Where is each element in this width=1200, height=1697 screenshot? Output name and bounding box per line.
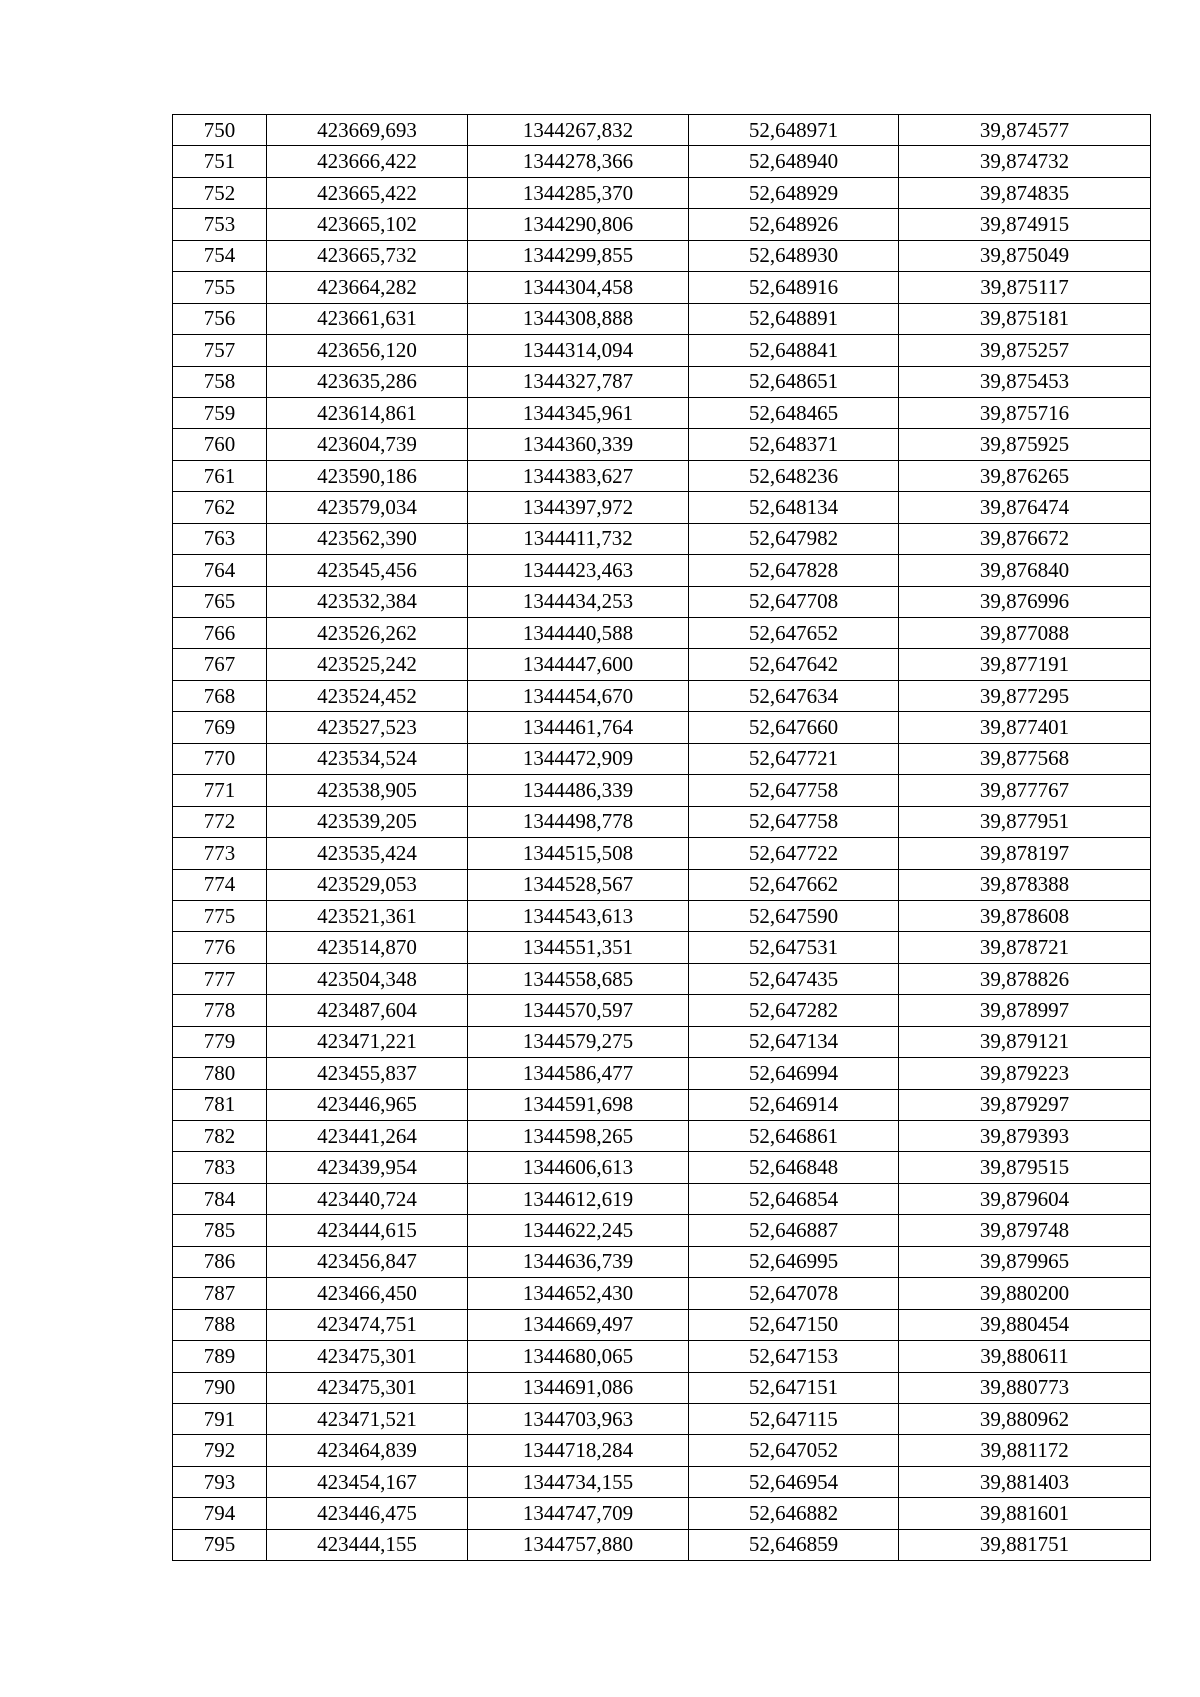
point-number-cell: 767 <box>173 649 267 680</box>
latitude-cell: 52,647708 <box>689 586 899 617</box>
table-row <box>173 335 1151 366</box>
latitude-cell: 52,647052 <box>689 1435 899 1466</box>
table-row <box>173 146 1151 177</box>
latitude-cell: 52,648971 <box>689 115 899 146</box>
x-coordinate-cell: 423529,053 <box>267 869 468 900</box>
y-coordinate-cell: 1344570,597 <box>468 995 689 1026</box>
table-row <box>173 460 1151 491</box>
latitude-cell: 52,646887 <box>689 1215 899 1246</box>
point-number-cell: 775 <box>173 900 267 931</box>
longitude-cell: 39,876474 <box>899 492 1151 523</box>
longitude-cell: 39,875716 <box>899 397 1151 428</box>
point-number-cell: 789 <box>173 1341 267 1372</box>
y-coordinate-cell: 1344423,463 <box>468 555 689 586</box>
x-coordinate-cell: 423665,102 <box>267 209 468 240</box>
x-coordinate-cell: 423534,524 <box>267 743 468 774</box>
y-coordinate-cell: 1344345,961 <box>468 397 689 428</box>
table-row <box>173 1278 1151 1309</box>
table-row <box>173 429 1151 460</box>
point-number-cell: 757 <box>173 335 267 366</box>
point-number-cell: 753 <box>173 209 267 240</box>
latitude-cell: 52,648134 <box>689 492 899 523</box>
x-coordinate-cell: 423455,837 <box>267 1058 468 1089</box>
latitude-cell: 52,647662 <box>689 869 899 900</box>
longitude-cell: 39,879748 <box>899 1215 1151 1246</box>
table-row <box>173 397 1151 428</box>
x-coordinate-cell: 423475,301 <box>267 1372 468 1403</box>
latitude-cell: 52,647828 <box>689 555 899 586</box>
latitude-cell: 52,648465 <box>689 397 899 428</box>
point-number-cell: 779 <box>173 1026 267 1057</box>
longitude-cell: 39,877401 <box>899 712 1151 743</box>
point-number-cell: 760 <box>173 429 267 460</box>
x-coordinate-cell: 423464,839 <box>267 1435 468 1466</box>
x-coordinate-cell: 423664,282 <box>267 272 468 303</box>
longitude-cell: 39,878197 <box>899 838 1151 869</box>
latitude-cell: 52,647660 <box>689 712 899 743</box>
table-row <box>173 806 1151 837</box>
x-coordinate-cell: 423590,186 <box>267 460 468 491</box>
latitude-cell: 52,646854 <box>689 1183 899 1214</box>
point-number-cell: 763 <box>173 523 267 554</box>
longitude-cell: 39,880611 <box>899 1341 1151 1372</box>
y-coordinate-cell: 1344515,508 <box>468 838 689 869</box>
y-coordinate-cell: 1344691,086 <box>468 1372 689 1403</box>
longitude-cell: 39,875925 <box>899 429 1151 460</box>
latitude-cell: 52,647642 <box>689 649 899 680</box>
latitude-cell: 52,646848 <box>689 1152 899 1183</box>
latitude-cell: 52,647634 <box>689 680 899 711</box>
point-number-cell: 793 <box>173 1466 267 1497</box>
longitude-cell: 39,879965 <box>899 1246 1151 1277</box>
x-coordinate-cell: 423614,861 <box>267 397 468 428</box>
longitude-cell: 39,874835 <box>899 177 1151 208</box>
table-row <box>173 555 1151 586</box>
point-number-cell: 788 <box>173 1309 267 1340</box>
latitude-cell: 52,648926 <box>689 209 899 240</box>
longitude-cell: 39,878388 <box>899 869 1151 900</box>
point-number-cell: 777 <box>173 963 267 994</box>
longitude-cell: 39,881601 <box>899 1498 1151 1529</box>
longitude-cell: 39,879515 <box>899 1152 1151 1183</box>
table-row <box>173 1026 1151 1057</box>
x-coordinate-cell: 423446,965 <box>267 1089 468 1120</box>
latitude-cell: 52,647435 <box>689 963 899 994</box>
latitude-cell: 52,648371 <box>689 429 899 460</box>
table-row <box>173 932 1151 963</box>
y-coordinate-cell: 1344304,458 <box>468 272 689 303</box>
latitude-cell: 52,647590 <box>689 900 899 931</box>
longitude-cell: 39,876840 <box>899 555 1151 586</box>
point-number-cell: 791 <box>173 1403 267 1434</box>
longitude-cell: 39,876672 <box>899 523 1151 554</box>
x-coordinate-cell: 423487,604 <box>267 995 468 1026</box>
x-coordinate-cell: 423532,384 <box>267 586 468 617</box>
y-coordinate-cell: 1344278,366 <box>468 146 689 177</box>
point-number-cell: 773 <box>173 838 267 869</box>
longitude-cell: 39,875257 <box>899 335 1151 366</box>
x-coordinate-cell: 423471,221 <box>267 1026 468 1057</box>
table-row <box>173 115 1151 146</box>
y-coordinate-cell: 1344383,627 <box>468 460 689 491</box>
longitude-cell: 39,876265 <box>899 460 1151 491</box>
latitude-cell: 52,646914 <box>689 1089 899 1120</box>
point-number-cell: 792 <box>173 1435 267 1466</box>
longitude-cell: 39,879604 <box>899 1183 1151 1214</box>
longitude-cell: 39,877295 <box>899 680 1151 711</box>
longitude-cell: 39,874732 <box>899 146 1151 177</box>
x-coordinate-cell: 423475,301 <box>267 1341 468 1372</box>
point-number-cell: 794 <box>173 1498 267 1529</box>
longitude-cell: 39,879223 <box>899 1058 1151 1089</box>
table-row <box>173 303 1151 334</box>
table-row <box>173 1372 1151 1403</box>
y-coordinate-cell: 1344327,787 <box>468 366 689 397</box>
table-row <box>173 1183 1151 1214</box>
x-coordinate-cell: 423539,205 <box>267 806 468 837</box>
longitude-cell: 39,876996 <box>899 586 1151 617</box>
longitude-cell: 39,878608 <box>899 900 1151 931</box>
point-number-cell: 781 <box>173 1089 267 1120</box>
longitude-cell: 39,874577 <box>899 115 1151 146</box>
x-coordinate-cell: 423669,693 <box>267 115 468 146</box>
y-coordinate-cell: 1344461,764 <box>468 712 689 743</box>
longitude-cell: 39,878721 <box>899 932 1151 963</box>
point-number-cell: 769 <box>173 712 267 743</box>
longitude-cell: 39,879393 <box>899 1121 1151 1152</box>
table-row <box>173 240 1151 271</box>
latitude-cell: 52,647652 <box>689 618 899 649</box>
y-coordinate-cell: 1344669,497 <box>468 1309 689 1340</box>
latitude-cell: 52,648236 <box>689 460 899 491</box>
y-coordinate-cell: 1344411,732 <box>468 523 689 554</box>
point-number-cell: 751 <box>173 146 267 177</box>
y-coordinate-cell: 1344314,094 <box>468 335 689 366</box>
y-coordinate-cell: 1344606,613 <box>468 1152 689 1183</box>
y-coordinate-cell: 1344622,245 <box>468 1215 689 1246</box>
x-coordinate-cell: 423666,422 <box>267 146 468 177</box>
y-coordinate-cell: 1344636,739 <box>468 1246 689 1277</box>
y-coordinate-cell: 1344579,275 <box>468 1026 689 1057</box>
y-coordinate-cell: 1344434,253 <box>468 586 689 617</box>
table-row <box>173 680 1151 711</box>
point-number-cell: 774 <box>173 869 267 900</box>
y-coordinate-cell: 1344454,670 <box>468 680 689 711</box>
y-coordinate-cell: 1344299,855 <box>468 240 689 271</box>
coordinates-table-body <box>173 115 1151 1561</box>
table-row <box>173 869 1151 900</box>
latitude-cell: 52,647153 <box>689 1341 899 1372</box>
table-row <box>173 995 1151 1026</box>
point-number-cell: 754 <box>173 240 267 271</box>
point-number-cell: 782 <box>173 1121 267 1152</box>
latitude-cell: 52,648891 <box>689 303 899 334</box>
x-coordinate-cell: 423661,631 <box>267 303 468 334</box>
x-coordinate-cell: 423525,242 <box>267 649 468 680</box>
y-coordinate-cell: 1344757,880 <box>468 1529 689 1560</box>
table-row <box>173 492 1151 523</box>
table-row <box>173 1058 1151 1089</box>
x-coordinate-cell: 423656,120 <box>267 335 468 366</box>
latitude-cell: 52,646995 <box>689 1246 899 1277</box>
x-coordinate-cell: 423545,456 <box>267 555 468 586</box>
table-row <box>173 523 1151 554</box>
longitude-cell: 39,879297 <box>899 1089 1151 1120</box>
x-coordinate-cell: 423454,167 <box>267 1466 468 1497</box>
latitude-cell: 52,646994 <box>689 1058 899 1089</box>
y-coordinate-cell: 1344718,284 <box>468 1435 689 1466</box>
y-coordinate-cell: 1344612,619 <box>468 1183 689 1214</box>
table-row <box>173 712 1151 743</box>
y-coordinate-cell: 1344472,909 <box>468 743 689 774</box>
latitude-cell: 52,647758 <box>689 806 899 837</box>
table-row <box>173 1435 1151 1466</box>
y-coordinate-cell: 1344652,430 <box>468 1278 689 1309</box>
y-coordinate-cell: 1344290,806 <box>468 209 689 240</box>
y-coordinate-cell: 1344267,832 <box>468 115 689 146</box>
latitude-cell: 52,647531 <box>689 932 899 963</box>
latitude-cell: 52,648929 <box>689 177 899 208</box>
y-coordinate-cell: 1344440,588 <box>468 618 689 649</box>
table-row <box>173 1403 1151 1434</box>
table-row <box>173 366 1151 397</box>
point-number-cell: 761 <box>173 460 267 491</box>
x-coordinate-cell: 423514,870 <box>267 932 468 963</box>
point-number-cell: 795 <box>173 1529 267 1560</box>
latitude-cell: 52,646954 <box>689 1466 899 1497</box>
table-row <box>173 1341 1151 1372</box>
point-number-cell: 756 <box>173 303 267 334</box>
longitude-cell: 39,880962 <box>899 1403 1151 1434</box>
table-row <box>173 1466 1151 1497</box>
table-row <box>173 1246 1151 1277</box>
y-coordinate-cell: 1344360,339 <box>468 429 689 460</box>
latitude-cell: 52,647722 <box>689 838 899 869</box>
table-row <box>173 963 1151 994</box>
y-coordinate-cell: 1344528,567 <box>468 869 689 900</box>
point-number-cell: 755 <box>173 272 267 303</box>
x-coordinate-cell: 423521,361 <box>267 900 468 931</box>
table-row <box>173 618 1151 649</box>
longitude-cell: 39,879121 <box>899 1026 1151 1057</box>
point-number-cell: 759 <box>173 397 267 428</box>
longitude-cell: 39,875181 <box>899 303 1151 334</box>
longitude-cell: 39,877767 <box>899 775 1151 806</box>
longitude-cell: 39,878826 <box>899 963 1151 994</box>
y-coordinate-cell: 1344598,265 <box>468 1121 689 1152</box>
point-number-cell: 758 <box>173 366 267 397</box>
x-coordinate-cell: 423504,348 <box>267 963 468 994</box>
x-coordinate-cell: 423456,847 <box>267 1246 468 1277</box>
latitude-cell: 52,646882 <box>689 1498 899 1529</box>
y-coordinate-cell: 1344447,600 <box>468 649 689 680</box>
x-coordinate-cell: 423444,155 <box>267 1529 468 1560</box>
longitude-cell: 39,877568 <box>899 743 1151 774</box>
x-coordinate-cell: 423635,286 <box>267 366 468 397</box>
y-coordinate-cell: 1344703,963 <box>468 1403 689 1434</box>
point-number-cell: 776 <box>173 932 267 963</box>
table-row <box>173 1498 1151 1529</box>
x-coordinate-cell: 423444,615 <box>267 1215 468 1246</box>
x-coordinate-cell: 423562,390 <box>267 523 468 554</box>
longitude-cell: 39,875117 <box>899 272 1151 303</box>
point-number-cell: 785 <box>173 1215 267 1246</box>
table-row <box>173 1089 1151 1120</box>
x-coordinate-cell: 423441,264 <box>267 1121 468 1152</box>
latitude-cell: 52,647758 <box>689 775 899 806</box>
latitude-cell: 52,647151 <box>689 1372 899 1403</box>
x-coordinate-cell: 423440,724 <box>267 1183 468 1214</box>
latitude-cell: 52,646859 <box>689 1529 899 1560</box>
table-row <box>173 1309 1151 1340</box>
x-coordinate-cell: 423665,732 <box>267 240 468 271</box>
y-coordinate-cell: 1344680,065 <box>468 1341 689 1372</box>
y-coordinate-cell: 1344558,685 <box>468 963 689 994</box>
point-number-cell: 784 <box>173 1183 267 1214</box>
y-coordinate-cell: 1344498,778 <box>468 806 689 837</box>
x-coordinate-cell: 423579,034 <box>267 492 468 523</box>
table-row <box>173 775 1151 806</box>
table-row <box>173 209 1151 240</box>
point-number-cell: 765 <box>173 586 267 617</box>
y-coordinate-cell: 1344591,698 <box>468 1089 689 1120</box>
y-coordinate-cell: 1344734,155 <box>468 1466 689 1497</box>
x-coordinate-cell: 423535,424 <box>267 838 468 869</box>
latitude-cell: 52,647078 <box>689 1278 899 1309</box>
x-coordinate-cell: 423538,905 <box>267 775 468 806</box>
table-row <box>173 649 1151 680</box>
point-number-cell: 766 <box>173 618 267 649</box>
point-number-cell: 750 <box>173 115 267 146</box>
point-number-cell: 783 <box>173 1152 267 1183</box>
x-coordinate-cell: 423466,450 <box>267 1278 468 1309</box>
point-number-cell: 772 <box>173 806 267 837</box>
latitude-cell: 52,647115 <box>689 1403 899 1434</box>
latitude-cell: 52,647150 <box>689 1309 899 1340</box>
longitude-cell: 39,881751 <box>899 1529 1151 1560</box>
longitude-cell: 39,875453 <box>899 366 1151 397</box>
x-coordinate-cell: 423471,521 <box>267 1403 468 1434</box>
latitude-cell: 52,648841 <box>689 335 899 366</box>
x-coordinate-cell: 423446,475 <box>267 1498 468 1529</box>
table-row <box>173 900 1151 931</box>
latitude-cell: 52,647134 <box>689 1026 899 1057</box>
latitude-cell: 52,647721 <box>689 743 899 774</box>
x-coordinate-cell: 423439,954 <box>267 1152 468 1183</box>
point-number-cell: 752 <box>173 177 267 208</box>
point-number-cell: 787 <box>173 1278 267 1309</box>
y-coordinate-cell: 1344308,888 <box>468 303 689 334</box>
y-coordinate-cell: 1344486,339 <box>468 775 689 806</box>
table-row <box>173 743 1151 774</box>
point-number-cell: 778 <box>173 995 267 1026</box>
x-coordinate-cell: 423604,739 <box>267 429 468 460</box>
table-row <box>173 1121 1151 1152</box>
latitude-cell: 52,646861 <box>689 1121 899 1152</box>
y-coordinate-cell: 1344551,351 <box>468 932 689 963</box>
longitude-cell: 39,881403 <box>899 1466 1151 1497</box>
latitude-cell: 52,648930 <box>689 240 899 271</box>
longitude-cell: 39,881172 <box>899 1435 1151 1466</box>
latitude-cell: 52,647982 <box>689 523 899 554</box>
longitude-cell: 39,878997 <box>899 995 1151 1026</box>
point-number-cell: 771 <box>173 775 267 806</box>
point-number-cell: 786 <box>173 1246 267 1277</box>
x-coordinate-cell: 423524,452 <box>267 680 468 711</box>
longitude-cell: 39,877951 <box>899 806 1151 837</box>
table-row <box>173 1152 1151 1183</box>
longitude-cell: 39,880773 <box>899 1372 1151 1403</box>
latitude-cell: 52,648916 <box>689 272 899 303</box>
latitude-cell: 52,648940 <box>689 146 899 177</box>
point-number-cell: 768 <box>173 680 267 711</box>
table-row <box>173 1215 1151 1246</box>
x-coordinate-cell: 423527,523 <box>267 712 468 743</box>
longitude-cell: 39,880200 <box>899 1278 1151 1309</box>
point-number-cell: 762 <box>173 492 267 523</box>
x-coordinate-cell: 423474,751 <box>267 1309 468 1340</box>
longitude-cell: 39,880454 <box>899 1309 1151 1340</box>
table-row <box>173 272 1151 303</box>
point-number-cell: 764 <box>173 555 267 586</box>
longitude-cell: 39,875049 <box>899 240 1151 271</box>
table-row <box>173 838 1151 869</box>
table-row <box>173 1529 1151 1560</box>
latitude-cell: 52,648651 <box>689 366 899 397</box>
longitude-cell: 39,874915 <box>899 209 1151 240</box>
y-coordinate-cell: 1344747,709 <box>468 1498 689 1529</box>
y-coordinate-cell: 1344586,477 <box>468 1058 689 1089</box>
table-row <box>173 586 1151 617</box>
coordinates-table <box>172 114 1151 1561</box>
point-number-cell: 790 <box>173 1372 267 1403</box>
table-row <box>173 177 1151 208</box>
latitude-cell: 52,647282 <box>689 995 899 1026</box>
longitude-cell: 39,877088 <box>899 618 1151 649</box>
point-number-cell: 770 <box>173 743 267 774</box>
longitude-cell: 39,877191 <box>899 649 1151 680</box>
y-coordinate-cell: 1344543,613 <box>468 900 689 931</box>
y-coordinate-cell: 1344397,972 <box>468 492 689 523</box>
x-coordinate-cell: 423526,262 <box>267 618 468 649</box>
y-coordinate-cell: 1344285,370 <box>468 177 689 208</box>
point-number-cell: 780 <box>173 1058 267 1089</box>
x-coordinate-cell: 423665,422 <box>267 177 468 208</box>
